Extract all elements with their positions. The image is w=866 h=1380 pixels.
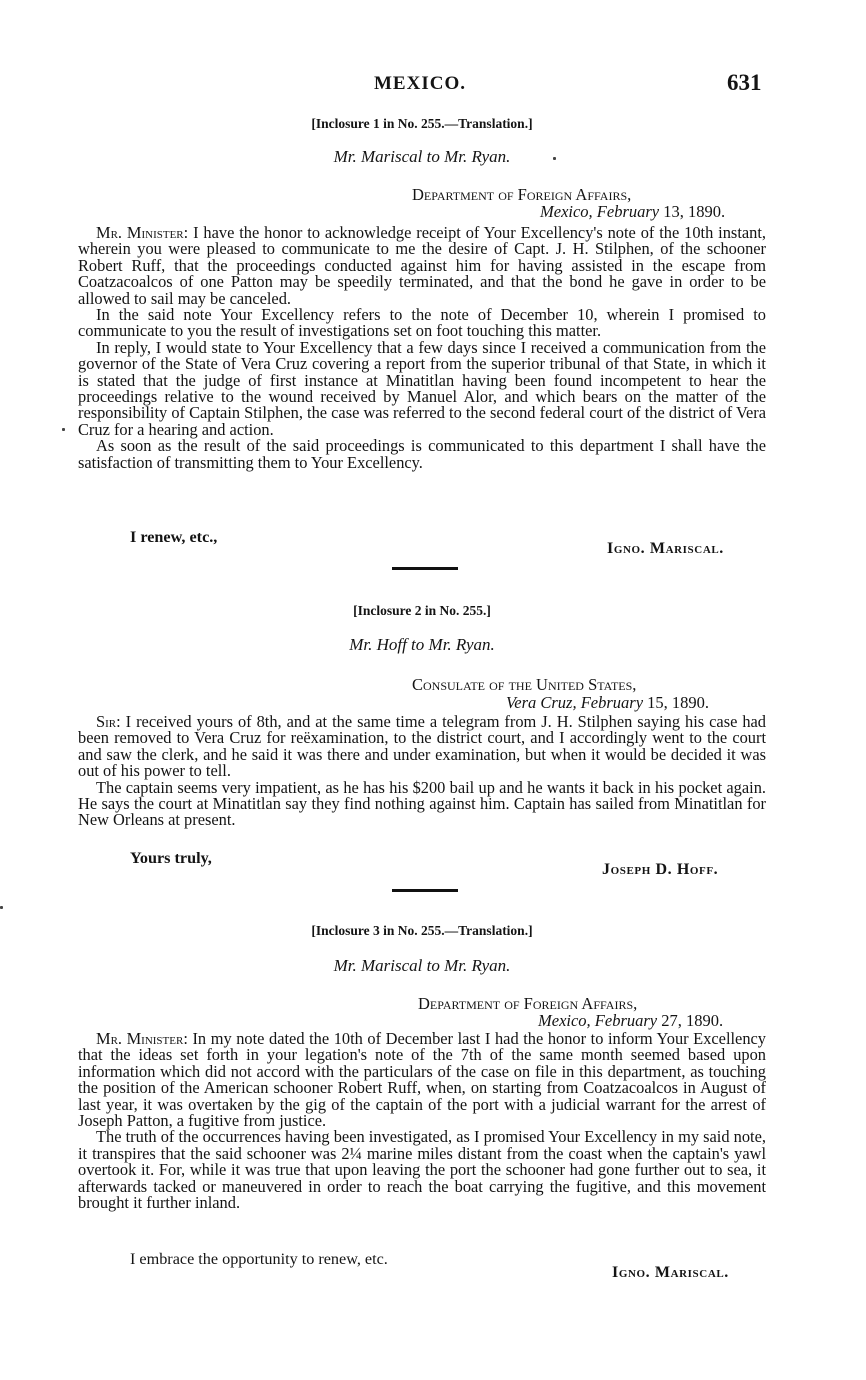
letter-2-signature: Joseph D. Hoff. [602,861,719,878]
letter-3-paragraph: Mr. Minister: In my note dated the 10th of December last I had the honor to inform Your Excellency that the ideas set forth in your legation's note of the 7th of the same month seemed based upon information which did not accord with the particulars of the case on file in this department, as touching the position of the American schooner Robert Ruff, when, on starting from Coatzacoalcos in August of last year, it was overtaken by the gig of the captain of the port with a judicial warrant for the arrest of Joseph Patton, a fugitive from justice. [78,1029,766,1131]
scan-speck [553,157,556,160]
letter-2-date [506,693,709,713]
letter-3-signature: Igno. Mariscal. [612,1264,729,1281]
letter-3-body [78,1031,766,1211]
section-divider [392,567,458,570]
enclosure-3-label: [Inclosure 3 in No. 255.—Translation.] [311,923,533,938]
letter-3-date [538,1011,723,1031]
letter-1-paragraph: As soon as the result of the said proceedings is communicated to this department I shall have the satisfaction of transmitting them to Your Excellency. [78,436,766,472]
running-title: MEXICO. [374,73,466,94]
enclosure-2-label: [Inclosure 2 in No. 255.] [353,603,491,618]
letter-2-closing: Yours truly, [130,849,212,867]
letter-1-paragraph: In the said note Your Excellency refers to the note of December 10, wherein I promised to communicate to you the result of investigations set on foot touching this matter. [78,305,766,341]
letter-1-paragraph: Mr. Minister: I have the honor to acknowledge receipt of Your Excellency's note of the 10th instant, wherein you were pleased to communicate to me the desire of Capt. J. H. Stilphen, of the schooner Robert Ruff, that the proceedings conducted against him for having assisted in the escape from Coatzacoalcos of one Patton may be speedily terminated, and that the bond he gave in order to be allowed to sail may be canceled. [78,223,766,308]
letter-3-date-place: Mexico, February [538,1011,658,1030]
enclosure-1-label: [Inclosure 1 in No. 255.—Translation.] [311,116,533,131]
running-header [0,70,866,96]
letter-1-paragraph: In reply, I would state to Your Excellency that a few days since I received a communication from the governor of the State of Vera Cruz covering a report from the superior tribunal of that State, in which it is stated that the judge of first instance at Minatitlan having been found incompetent to hear the proceedings relative to the wound received by Manuel Alor, and which bears on the matter of the responsibility of Captain Stilphen, the case was referred to the second federal court of the district of Vera Cruz for a hearing and action. [78,337,766,439]
scan-speck [0,906,3,909]
letter-3-paragraph: The truth of the occurrences having been investigated, as I promised Your Excellency in my said note, it transpires that the said schooner was 2¼ marine miles distant from the coast when the captain's yawl overtook it. For, while it was true that upon leaving the port the schooner had gone further out to sea, it afterwards tacked or maneuvered in order to reach the boat carrying the fugitive, and this movement brought it further inland. [78,1127,766,1213]
letter-2-paragraph: The captain seems very impatient, as he has his $200 bail up and he wants it back in his pocket again. He says the court at Minatitlan say they find nothing against him. Captain has sailed from Minatitlan for New Orleans at present. [78,777,766,830]
salutation: Sir: [96,712,121,731]
letter-2-body [78,714,766,829]
letter-2-department: Consulate of the United States, [412,675,637,694]
letter-2-date-place: Vera Cruz, February [506,693,644,712]
letter-1-date-rest: 13, 1890. [659,202,726,221]
letter-2-date-rest: 15, 1890. [643,693,710,712]
salutation: Mr. Minister: [96,1029,188,1048]
letter-1-department: Department of Foreign Affairs, [412,185,632,204]
letter-1-date [540,202,725,222]
letter-3-heading: Mr. Mariscal to Mr. Ryan. [333,956,511,975]
page-number: 631 [727,70,762,95]
letter-2-paragraph: Sir: I received yours of 8th, and at the same time a telegram from J. H. Stilphen saying his case had been removed to Vera Cruz for reëxamination, to the district court, and I accordingly went to the court and saw the clerk, and he said it was there and under examination, but when it would be decided it was out of his power to tell. [78,712,766,781]
letter-1-date-place: Mexico, February [540,202,660,221]
letter-1-signature: Igno. Mariscal. [607,540,724,557]
letter-1-body [78,225,766,471]
letter-3-closing: I embrace the opportunity to renew, etc. [130,1250,388,1268]
letter-1-closing: I renew, etc., [130,528,218,546]
scan-speck [62,428,65,431]
letter-3-date-rest: 27, 1890. [657,1011,724,1030]
section-divider [392,889,458,892]
letter-3-department: Department of Foreign Affairs, [418,994,638,1013]
salutation: Mr. Minister: [96,223,189,242]
letter-1-heading: Mr. Mariscal to Mr. Ryan. [333,147,511,166]
letter-2-heading: Mr. Hoff to Mr. Ryan. [349,635,495,654]
